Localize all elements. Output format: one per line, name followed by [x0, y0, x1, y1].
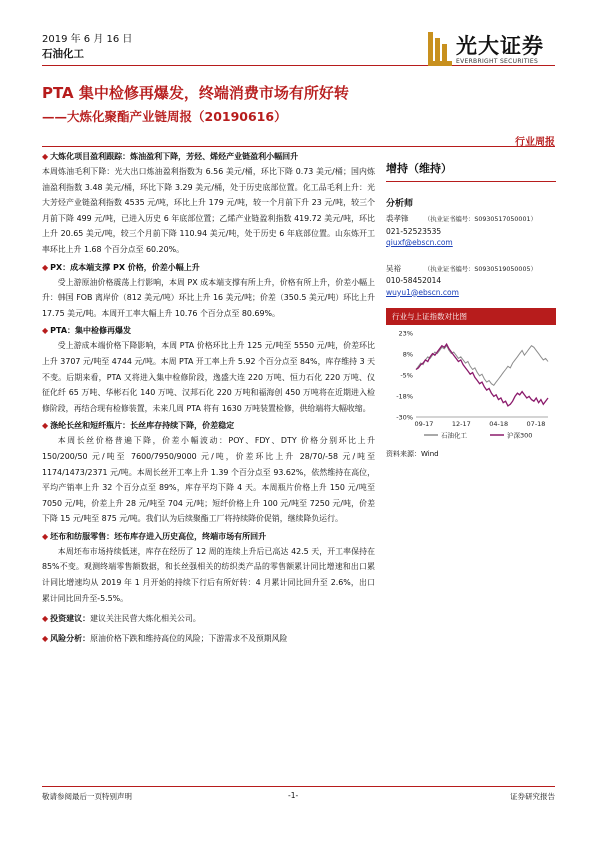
- disclaimer-note: 敬请参阅最后一页特别声明: [42, 792, 132, 801]
- rating-divider: [386, 181, 556, 182]
- rating: 增持（维持）: [386, 162, 452, 175]
- analyst-email[interactable]: wuyu1@ebscn.com: [386, 287, 459, 297]
- index-comparison-chart: [386, 308, 556, 459]
- logo-english-name: EVERBRIGHT SECURITIES: [456, 58, 539, 65]
- section-pta: [42, 324, 375, 416]
- chart-title: 行业与上证指数对比图: [386, 308, 556, 325]
- y-tick-label: 23%: [398, 329, 413, 338]
- section-heading: 坯布和纺服零售：坯布库存进入历史高位，终端市场有所回升: [50, 531, 267, 541]
- section-greige-retail: [42, 530, 375, 606]
- title-divider: [42, 146, 555, 147]
- report-title: PTA 集中检修再爆发，终端消费市场有所好转: [42, 84, 349, 102]
- report-date: 2019 年 6 月 16 日: [42, 34, 133, 45]
- analyst-name: 裘孝锋: [386, 214, 409, 223]
- y-tick-label: -5%: [400, 371, 413, 380]
- section-body: 受上游成本端价格下降影响，本周 PTA 价格环比上升 125 元/吨至 5550 元/吨，价差环比上升 3707 元/吨至 4744 元/吨。本周 PTA 开工率上升 5.92 个百分点至 84%，库存维持 3 天不变。后期来看，PTA 又将进入集中检修阶段，逸盛大连 220 万吨、恒力石化 220 万吨、仪征化纤 65 万吨、华彬石化 140 万吨、汉邦石化 220 万吨和福海创 450 万吨将在近期进入检修阶段，再结合现有检修装置，未来几周 PTA 将有 1630 万吨装置检修，供给端将大幅收缩。: [42, 341, 375, 413]
- chart-svg: [386, 325, 556, 443]
- analyst-heading: 分析师: [386, 199, 414, 209]
- y-tick-label: 8%: [402, 350, 413, 359]
- series-line: [416, 346, 548, 386]
- section-refinery-profit: [42, 150, 375, 258]
- analyst-cert: （执业证书编号：S0930519050005）: [424, 265, 537, 273]
- bullet-icon: ◆: [42, 531, 49, 541]
- sidebar-column: [386, 150, 556, 459]
- x-tick-label: 04-18: [489, 420, 509, 428]
- chart-source: 资料来源：Wind: [386, 450, 439, 458]
- section-heading: PTA：集中检修再爆发: [50, 326, 132, 336]
- y-tick-label: -30%: [396, 413, 413, 422]
- section-body: 本周坯布市场持续低迷，库存在经历了 12 周的连续上升后已高达 42.5 天，开工率保持在 85%不变。观测终端零售额数据，和长丝强相关的纺织类产品的零售额累计同比增速和出口累计同比增速均从 2019 年 1 月开始的持续下行后有所好转：4 月累计同比回升至 2.6%，出口累计同比回升至-5.5%。: [42, 546, 375, 603]
- section-investment-advice: [42, 612, 375, 626]
- section-body: 本周炼油毛利下降：光大出口炼油盈利指数为 6.56 美元/桶，环比下降 0.73 美元/桶；国内炼油盈利指数 3.48 美元/桶，环比下降 3.29 美元/桶，处于历史底部位置。化工品毛利上升：光大芳烃产业链盈利指数 4535 元/吨，环比上升 179 元/吨，较一个月前下升 23 元/吨，较三个月前下降 499 元/吨，已进入历史 6 年底部位置；乙烯产业链盈利指数 419.72 美元/吨，环比上升 20.65 美元/吨，较三个月前下降 110.94 美元/吨，处于历史 6 年底部位置。山东炼开工率环比上升 1.68 个百分点至 60.20%。: [42, 167, 375, 254]
- analyst-name: 吴裕: [386, 263, 401, 273]
- analyst-phone: 021-52523535: [386, 226, 442, 236]
- report-type-label: 行业周报: [515, 137, 555, 148]
- section-px: [42, 261, 375, 322]
- legend-label: 沪深300: [507, 431, 533, 440]
- bullet-icon: ◆: [42, 421, 49, 431]
- x-tick-label: 12-17: [451, 420, 471, 428]
- company-logo: [428, 28, 558, 74]
- bullet-icon: ◆: [42, 614, 49, 624]
- analyst-cert: （执业证书编号：S0930517050001）: [424, 216, 537, 223]
- section-body: 受上游原油价格震荡上行影响，本周 PX 成本端支撑有所上升，价格有所上升，价差小幅上升：韩国 FOB 离岸价（812 美元/吨）环比上升 16 美元/吨；价差（350.5 美元/吨）环比上升 17.75 美元/吨。本周开工率大幅上升 10.76 个百分点至 80.69%。: [42, 277, 375, 318]
- page-number: -1-: [288, 791, 299, 800]
- bullet-icon: ◆: [42, 262, 49, 272]
- x-tick-label: 07-18: [526, 420, 546, 428]
- analyst-email[interactable]: qiuxf@ebscn.com: [386, 238, 453, 247]
- analyst-card: [386, 213, 556, 249]
- report-subtitle: ——大炼化聚酯产业链周报（20190616）: [42, 109, 287, 124]
- section-body: 原油价格下跌和维持高位的风险；下游需求不及预期风险: [90, 634, 288, 644]
- section-polyester-filament: [42, 419, 375, 527]
- section-heading: 大炼化项目盈利跟踪：炼油盈利下降，芳烃、烯烃产业链盈利小幅回升: [50, 152, 299, 161]
- summary-column: [42, 150, 375, 649]
- section-body: 建议关注民营大炼化相关公司。: [90, 614, 201, 624]
- report-category: 证券研究报告: [510, 792, 555, 801]
- section-body: 本周长丝价格普遍下降，价差小幅波动：POY、FDY、DTY 价格分别环比上升 150/200/50 元/吨至 7600/7950/9000 元/吨，价差环比上升 28/70/-58 元/吨至 1174/1473/2371 元/吨。本周长丝开工率上升 1.39 个百分点至 93.62%，依然维持在高位，平均产销率上升 32 个百分点至 89%，库存平均下降 4 天。本周瓶片价格上升 150 元/吨至 7050 元/吨，价差上升 28 元/吨至 704 元/吨；短纤价格上升 100 元/吨至 7250 元/吨，价差下降 15 元/吨至 875 元/吨。我们认为后续聚酯工厂将持续降价促销，继续降负运行。: [42, 436, 375, 524]
- section-heading: 投资建议：: [50, 614, 91, 624]
- analyst-card: [386, 263, 556, 299]
- bullet-icon: ◆: [42, 152, 49, 161]
- logo-chinese-name: 光大证券: [456, 33, 544, 58]
- bullet-icon: ◆: [42, 634, 49, 644]
- y-tick-label: -18%: [396, 392, 413, 401]
- logo-mark-icon: [428, 32, 452, 66]
- analyst-phone: 010-58452014: [386, 276, 442, 285]
- section-heading: 涤纶长丝和短纤瓶片：长丝库存持续下降，价差稳定: [50, 421, 235, 431]
- bullet-icon: ◆: [42, 326, 49, 336]
- legend-label: 石油化工: [441, 431, 467, 440]
- industry-name: 石油化工: [42, 48, 84, 60]
- section-heading: 风险分析：: [50, 634, 91, 644]
- x-tick-label: 09-17: [414, 420, 434, 428]
- footer-divider: [42, 786, 555, 787]
- section-risk: [42, 632, 375, 646]
- section-heading: PX：成本端支撑 PX 价格，价差小幅上升: [50, 262, 200, 272]
